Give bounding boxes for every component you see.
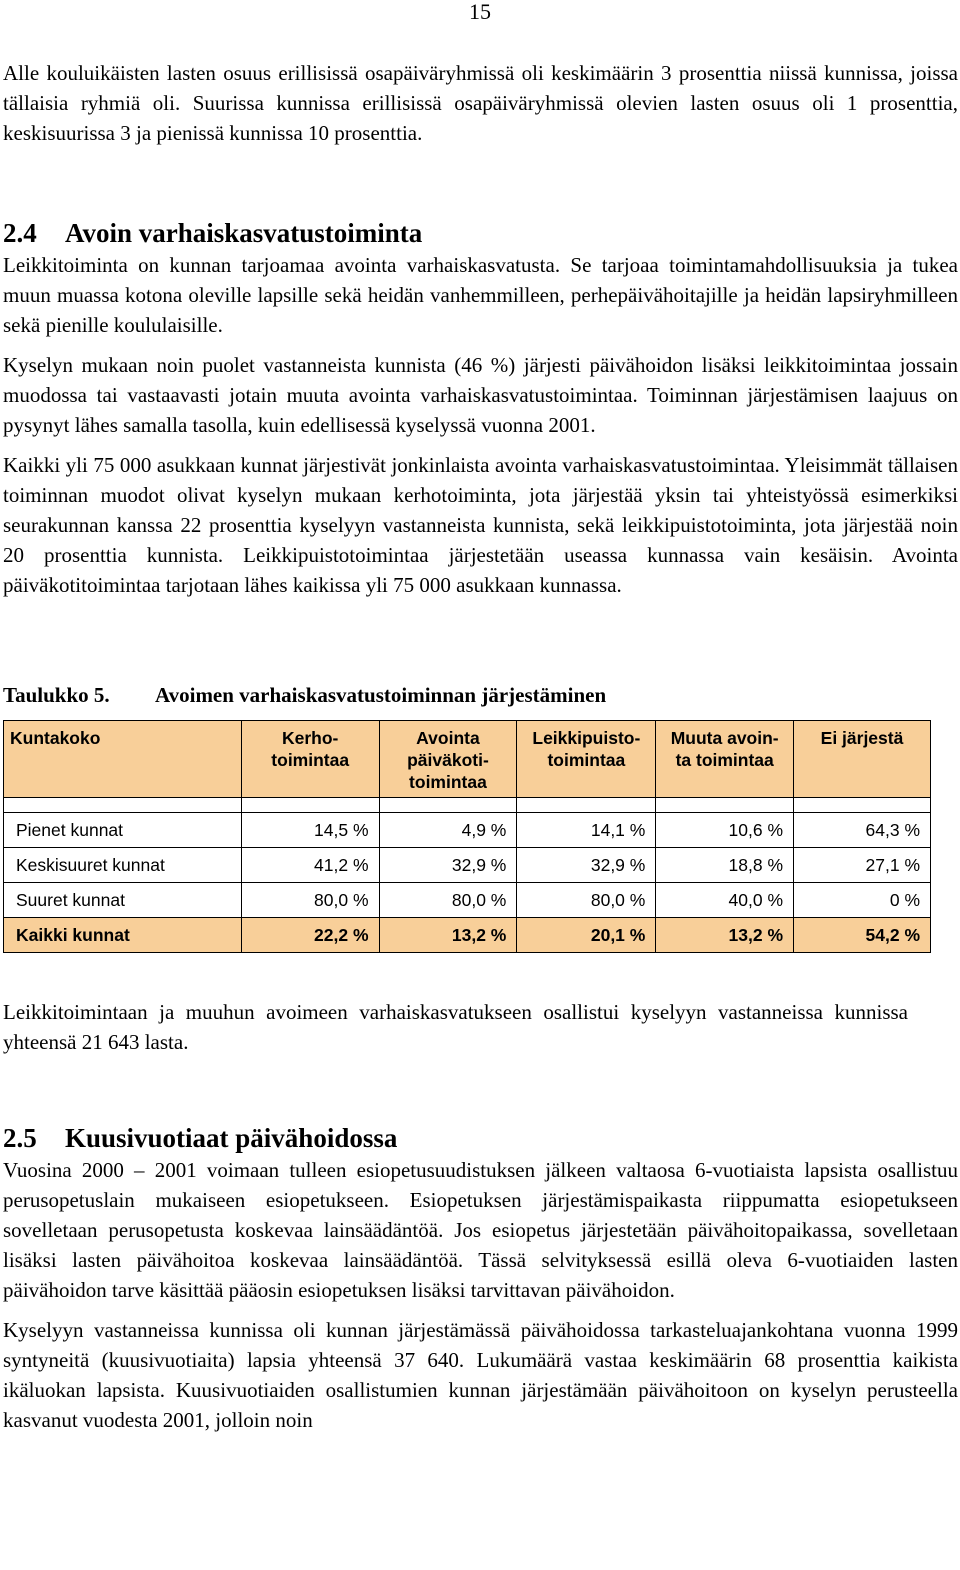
section-2-5-paragraph-2: Kyselyyn vastanneissa kunnissa oli kunnan järjestämässä päivähoidossa tarkasteluajankohtana vuonna 1999 syntyneitä (kuusivuotiaita) lapsia yhteensä 37 640. Lukumäärä vastaa keskimäärin 68 prosenttia kaikista ikäluokan lapsista. Kuusivuotiaiden osallistumien kunnan järjestämään päivähoitoon on kyselyn perusteella kasvanut vuodesta 2001, jolloin noin <box>3 1318 958 1432</box>
section-2-4-paragraph-2: Kyselyn mukaan noin puolet vastanneista kunnista (46 %) järjesti päivähoidon lisäksi leikkitoimintaa jossain muodossa tai vastaavasti jotain muuta avointa varhaiskasvatustoimintaa. Toiminnan järjestämisen laajuus on pysynyt lähes samalla tasolla, kuin edellisessä kyselyssä vuonna 2001. <box>3 353 958 437</box>
cell-value: 13,2 % <box>656 918 794 953</box>
cell-value: 80,0 % <box>241 883 379 918</box>
header-kerhotoimintaa-text: Kerho- toimintaa <box>271 728 350 770</box>
table-caption-title: Avoimen varhaiskasvatustoiminnan järjestäminen <box>155 683 607 707</box>
cell-value: 14,5 % <box>241 813 379 848</box>
cell-value: 13,2 % <box>379 918 517 953</box>
cell-value: 27,1 % <box>794 848 931 883</box>
page-content <box>3 58 958 1435</box>
table-row <box>4 883 931 918</box>
cell-value: 22,2 % <box>241 918 379 953</box>
cell-value: 20,1 % <box>517 918 656 953</box>
cell-value: 10,6 % <box>656 813 794 848</box>
header-leikkipuistotoimintaa <box>517 721 656 798</box>
cell-value: 18,8 % <box>656 848 794 883</box>
section-2-5-paragraph-1: Vuosina 2000 – 2001 voimaan tulleen esiopetusuudistuksen jälkeen valtaosa 6-vuotiaista lapsista osallistuu perusopetuslain mukaiseen esiopetukseen. Esiopetuksen järjestämispaikasta riippumatta esiopetukseen sovelletaan perusopetusta koskevaa lainsäädäntöä. Jos esiopetus järjestetään päivähoitopaikassa, sovelletaan lisäksi lasten päivähoitoa koskevaa lainsäädäntöä. Tässä selvityksessä esillä oleva 6-vuotiaiden lasten päivähoidon tarve käsittää pääosin esiopetuksen lisäksi tarvittavan päivähoidon. <box>3 1158 958 1302</box>
cell-value: 54,2 % <box>794 918 931 953</box>
cell-value: 0 % <box>794 883 931 918</box>
header-avointa-paivakotitoimintaa <box>379 721 517 798</box>
row-label: Kaikki kunnat <box>4 918 242 953</box>
cell-value: 41,2 % <box>241 848 379 883</box>
header-kerhotoimintaa <box>241 721 379 798</box>
header-ei-jarjesta <box>794 721 931 798</box>
cell-value: 80,0 % <box>379 883 517 918</box>
row-label: Keskisuuret kunnat <box>4 848 242 883</box>
cell-value: 64,3 % <box>794 813 931 848</box>
header-ei-jarjesta-text: Ei järjestä <box>820 728 904 748</box>
table-caption-label: Taulukko 5. <box>3 683 110 707</box>
header-muuta-avointa-toimintaa <box>656 721 794 798</box>
table-header-row <box>4 721 931 798</box>
header-avointa-text: Avointa päiväkoti- toimintaa <box>407 728 489 792</box>
section-2-5-title: Kuusivuotiaat päivähoidossa <box>65 1123 398 1153</box>
cell-value: 80,0 % <box>517 883 656 918</box>
row-label: Suuret kunnat <box>4 883 242 918</box>
row-label: Pienet kunnat <box>4 813 242 848</box>
intro-paragraph: Alle kouluikäisten lasten osuus erillisissä osapäiväryhmissä oli keskimäärin 3 prosenttia niissä kunnissa, joissa tällaisia ryhmiä oli. Suurissa kunnissa erillisissä osapäiväryhmissä olevien lasten osuus oli 1 prosenttia, keskisuurissa 3 ja pienissä kunnissa 10 prosenttia. <box>3 61 958 145</box>
header-muuta-text: Muuta avoin- ta toimintaa <box>670 728 779 770</box>
table-spacer-row <box>4 798 931 813</box>
section-2-5-number: 2.5 <box>3 1123 37 1153</box>
cell-value: 14,1 % <box>517 813 656 848</box>
section-2-4-paragraph-3: Kaikki yli 75 000 asukkaan kunnat järjestivät jonkinlaista avointa varhaiskasvatustoimintaa. Yleisimmät tällaisen toiminnan muodot olivat kyselyn mukaan kerhotoiminta, jota järjestää yksin tai yhteistyössä esimerkiksi seurakunnan kanssa 22 prosenttia kyselyyn vastanneista kunnista, sekä leikkipuistotoiminta, jota järjestää noin 20 prosenttia kunnista. Leikkipuistotoimintaa järjestetään useassa kunnassa vain kesäisin. Avointa päiväkotitoimintaa tarjotaan lähes kaikissa yli 75 000 asukkaan kunnassa. <box>3 453 958 597</box>
section-2-4-title: Avoin varhaiskasvatustoiminta <box>65 218 423 248</box>
cell-value: 40,0 % <box>656 883 794 918</box>
section-2-5-heading <box>3 1121 958 1155</box>
header-leikkipuisto-text: Leikkipuisto- toimintaa <box>532 728 641 770</box>
table-row <box>4 813 931 848</box>
open-activity-table <box>3 720 931 953</box>
cell-value: 32,9 % <box>379 848 517 883</box>
cell-value: 4,9 % <box>379 813 517 848</box>
after-table-paragraph: Leikkitoimintaan ja muuhun avoimeen varhaiskasvatukseen osallistui kyselyyn vastanneissa kunnissa yhteensä 21 643 lasta. <box>3 1000 908 1054</box>
section-2-4-paragraph-1: Leikkitoiminta on kunnan tarjoamaa avointa varhaiskasvatusta. Se tarjoaa toimintamahdollisuuksia ja tukea muun muassa kotona oleville lapsille sekä heidän vanhemmilleen, perhepäivähoitajille ja heidän lapsiryhmilleen sekä pienille koululaisille. <box>3 253 958 337</box>
cell-value: 32,9 % <box>517 848 656 883</box>
header-kuntakoko <box>4 721 242 798</box>
table-row <box>4 848 931 883</box>
header-kuntakoko-text: Kuntakoko <box>10 728 101 748</box>
table-total-row <box>4 918 931 953</box>
page-number: 15 <box>469 0 491 24</box>
section-2-4-heading <box>3 216 958 250</box>
section-2-4-number: 2.4 <box>3 218 37 248</box>
table-caption <box>3 680 958 710</box>
